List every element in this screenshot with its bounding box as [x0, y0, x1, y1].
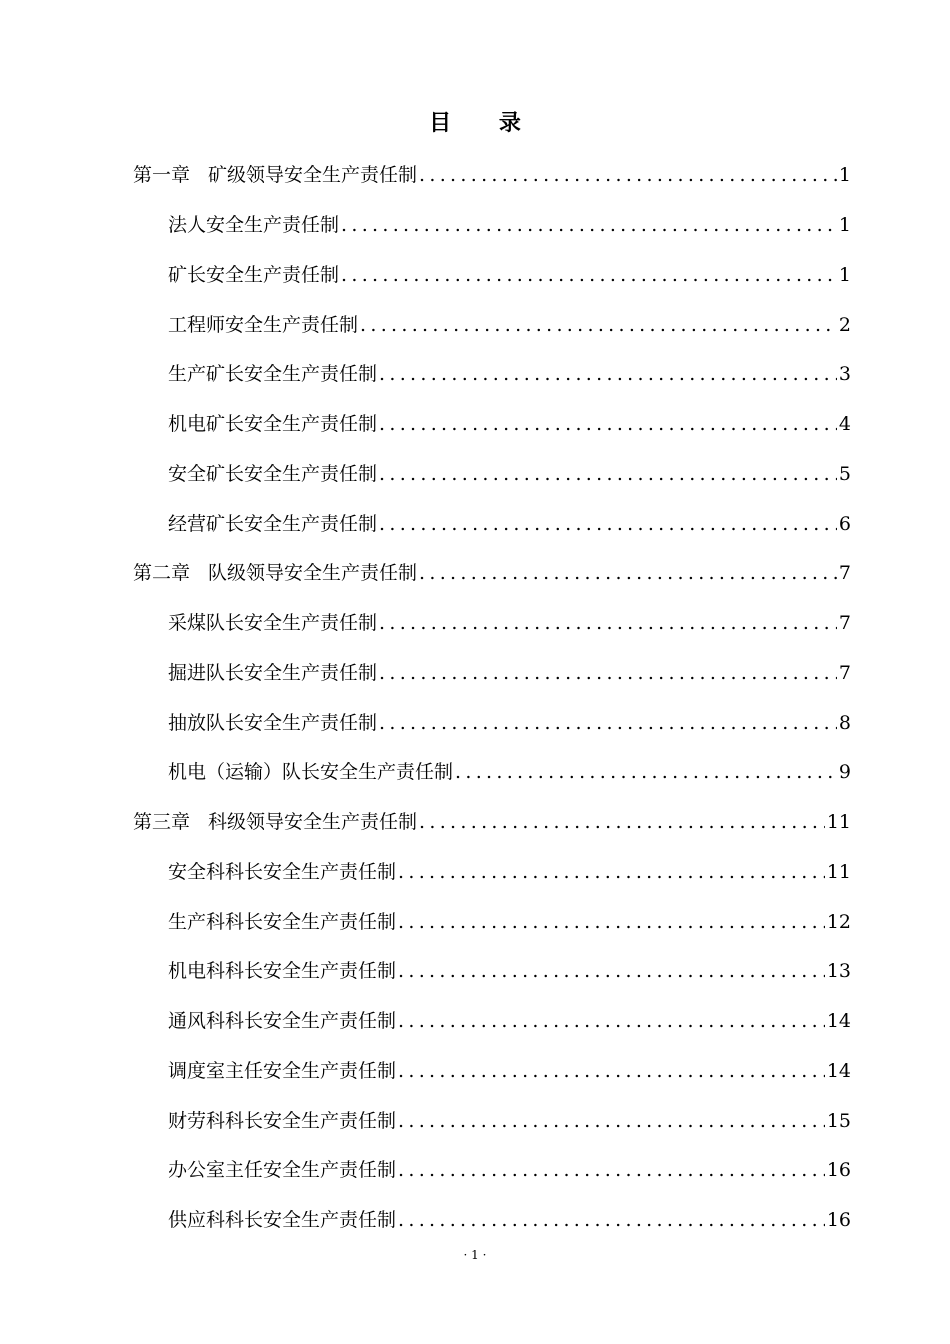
toc-entry-label [168, 260, 339, 287]
toc-section-entry[interactable] [0, 1144, 950, 1194]
entry-page-number: 1 [838, 164, 851, 187]
entry-page-number: 14 [826, 1059, 851, 1082]
toc-entry-label [168, 1106, 396, 1133]
entry-page-number: 7 [838, 612, 851, 635]
entry-title: 矿长安全生产责任制 [168, 263, 340, 286]
entry-title: 法人安全生产责任制 [168, 214, 340, 237]
toc-entry-label [168, 509, 377, 536]
entry-title: 矿级领导安全生产责任制 [208, 164, 418, 187]
toc-section-entry[interactable] [0, 846, 950, 896]
entry-page-number: 1 [838, 214, 851, 237]
toc-section-entry[interactable] [0, 199, 950, 249]
entry-page-number: 8 [838, 711, 851, 734]
toc-section-entry[interactable] [0, 1094, 950, 1144]
dot-leader [379, 363, 837, 385]
toc-entry-label [168, 409, 377, 436]
dot-leader [398, 1010, 825, 1032]
entry-title: 财劳科科长安全生产责任制 [168, 1109, 397, 1132]
dot-leader [419, 164, 837, 186]
entry-page-number: 9 [838, 761, 851, 784]
dot-leader [379, 662, 837, 684]
entry-title: 工程师安全生产责任制 [168, 313, 359, 336]
entry-page-number: 13 [826, 960, 851, 983]
entry-page-number: 11 [826, 811, 851, 834]
toc-section-entry[interactable] [0, 1194, 950, 1244]
toc-section-entry[interactable] [0, 597, 950, 647]
dot-leader [419, 562, 837, 584]
table-of-contents [0, 149, 950, 1244]
dot-leader [398, 911, 825, 933]
dot-leader [398, 1159, 825, 1181]
toc-entry-label [168, 608, 377, 635]
entry-page-number: 11 [826, 860, 851, 883]
toc-entry-label [168, 956, 396, 983]
entry-title: 采煤队长安全生产责任制 [168, 612, 378, 635]
toc-section-entry[interactable] [0, 995, 950, 1045]
dot-leader [360, 314, 837, 336]
entry-title: 供应科科长安全生产责任制 [168, 1209, 397, 1232]
entry-page-number: 14 [826, 1010, 851, 1033]
toc-entry-label [168, 210, 339, 237]
entry-title: 队级领导安全生产责任制 [208, 562, 418, 585]
toc-section-entry[interactable] [0, 1045, 950, 1095]
toc-entry-label [168, 459, 377, 486]
dot-leader [455, 761, 837, 783]
entry-page-number: 2 [838, 313, 851, 336]
entry-title: 机电（运输）队长安全生产责任制 [168, 761, 454, 784]
toc-chapter-entry[interactable] [0, 547, 950, 597]
page-number: · 1 · [463, 1248, 487, 1262]
entry-title: 生产科科长安全生产责任制 [168, 910, 397, 933]
toc-entry-label [133, 558, 417, 585]
entry-page-number: 5 [838, 462, 851, 485]
toc-section-entry[interactable] [0, 249, 950, 299]
toc-entry-label [168, 757, 453, 784]
dot-leader [341, 264, 837, 286]
toc-section-entry[interactable] [0, 298, 950, 348]
dot-leader [398, 1209, 825, 1231]
dot-leader [379, 463, 837, 485]
entry-page-number: 3 [838, 363, 851, 386]
toc-entry-label [168, 310, 358, 337]
toc-section-entry[interactable] [0, 696, 950, 746]
dot-leader [419, 811, 825, 833]
toc-section-entry[interactable] [0, 895, 950, 945]
entry-page-number: 12 [826, 910, 851, 933]
dot-leader [379, 712, 837, 734]
toc-section-entry[interactable] [0, 348, 950, 398]
dot-leader [341, 214, 837, 236]
toc-entry-label [133, 160, 417, 187]
entry-title: 机电矿长安全生产责任制 [168, 413, 378, 436]
entry-title: 掘进队长安全生产责任制 [168, 661, 378, 684]
dot-leader [398, 1060, 825, 1082]
toc-section-entry[interactable] [0, 398, 950, 448]
dot-leader [379, 612, 837, 634]
toc-section-entry[interactable] [0, 497, 950, 547]
toc-section-entry[interactable] [0, 448, 950, 498]
toc-entry-label [133, 807, 417, 834]
toc-entry-label [168, 359, 377, 386]
entry-page-number: 16 [826, 1209, 851, 1232]
entry-page-number: 4 [838, 413, 851, 436]
entry-title: 机电科科长安全生产责任制 [168, 960, 397, 983]
entry-title: 抽放队长安全生产责任制 [168, 711, 378, 734]
entry-page-number: 6 [838, 512, 851, 535]
chapter-number: 第三章 [133, 811, 191, 834]
entry-page-number: 1 [838, 263, 851, 286]
toc-entry-label [168, 1056, 396, 1083]
toc-chapter-entry[interactable] [0, 149, 950, 199]
toc-section-entry[interactable] [0, 945, 950, 995]
toc-entry-label [168, 907, 396, 934]
chapter-number: 第一章 [133, 164, 191, 187]
toc-chapter-entry[interactable] [0, 796, 950, 846]
entry-page-number: 16 [826, 1159, 851, 1182]
entry-title: 办公室主任安全生产责任制 [168, 1159, 397, 1182]
entry-title: 安全矿长安全生产责任制 [168, 462, 378, 485]
entry-page-number: 7 [838, 562, 851, 585]
dot-leader [398, 1110, 825, 1132]
toc-entry-label [168, 1155, 396, 1182]
entry-title: 生产矿长安全生产责任制 [168, 363, 378, 386]
toc-entry-label [168, 1006, 396, 1033]
entry-title: 科级领导安全生产责任制 [208, 811, 418, 834]
toc-entry-label [168, 857, 396, 884]
toc-section-entry[interactable] [0, 647, 950, 697]
entry-page-number: 15 [826, 1109, 851, 1132]
entry-title: 调度室主任安全生产责任制 [168, 1059, 397, 1082]
entry-title: 通风科科长安全生产责任制 [168, 1010, 397, 1033]
toc-section-entry[interactable] [0, 746, 950, 796]
dot-leader [398, 960, 825, 982]
entry-page-number: 7 [838, 661, 851, 684]
toc-entry-label [168, 708, 377, 735]
toc-entry-label [168, 1205, 396, 1232]
dot-leader [398, 861, 825, 883]
toc-title: 目 录 [429, 110, 541, 136]
dot-leader [379, 413, 837, 435]
entry-title: 安全科科长安全生产责任制 [168, 860, 397, 883]
dot-leader [379, 513, 837, 535]
entry-title: 经营矿长安全生产责任制 [168, 512, 378, 535]
toc-entry-label [168, 658, 377, 685]
chapter-number: 第二章 [133, 562, 191, 585]
